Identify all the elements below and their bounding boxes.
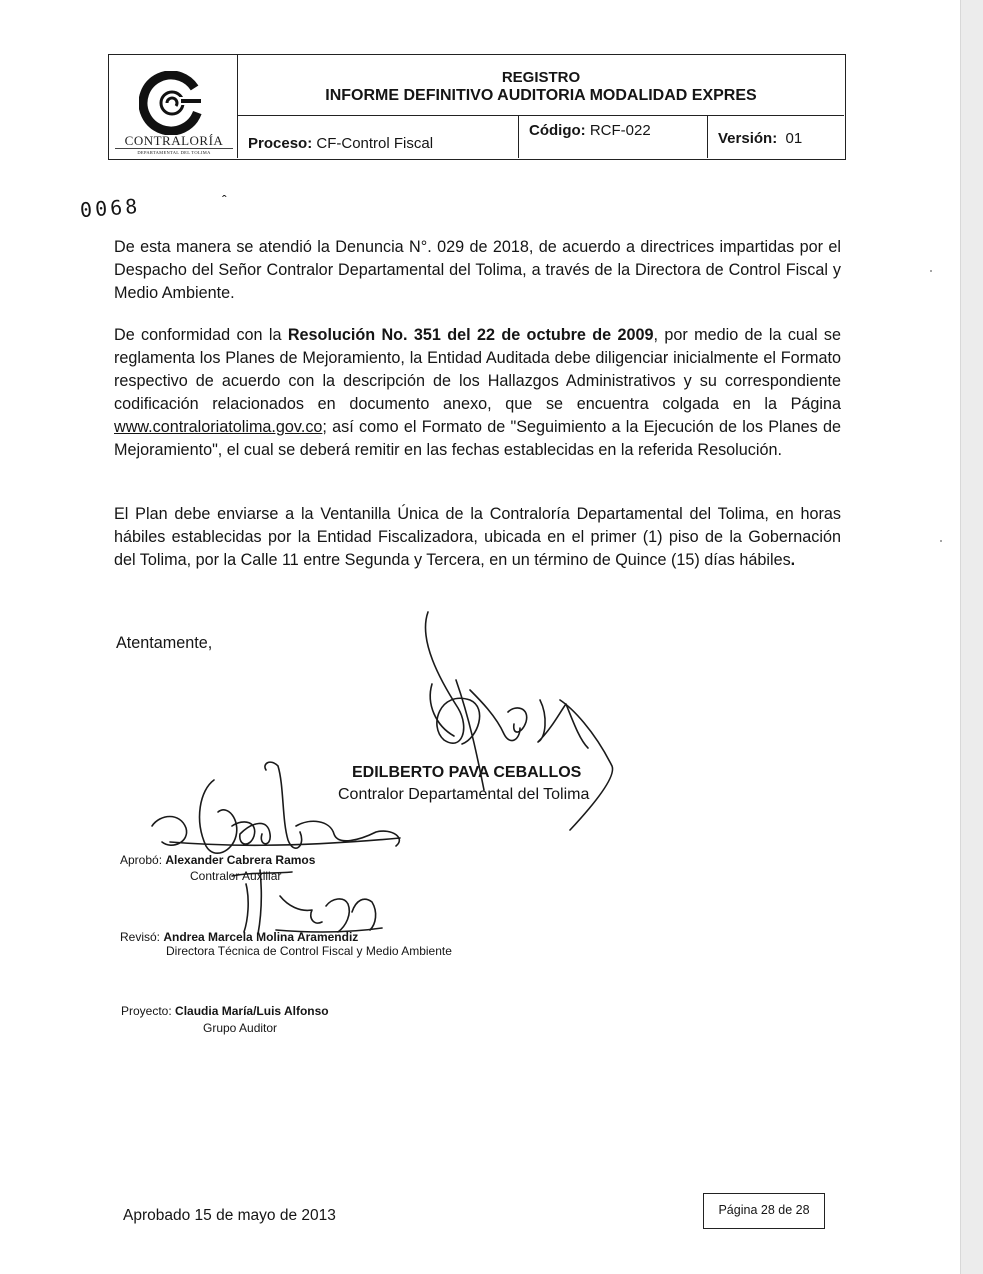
folio-stamp-mark: ˆ (222, 192, 227, 208)
p3-body: El Plan debe enviarse a la Ventanilla Única de la Contraloría Departamental del Tolima, en horas hábiles establecidas por la Entidad Fiscalizadora, ubicada en el primer (1) piso de la Gobernación del Tolima, por la Calle 11 entre Segunda y Tercera, en un término de Quince (15) días hábiles (114, 505, 841, 569)
title-cell (238, 55, 844, 116)
p2-body: , por medio de la cual se reglamenta los Planes de Mejoramiento, la Entidad Auditada debe diligenciar inicialmente el Formato respectivo de acuerdo con la descripción de los Hallazgos Administrativos y su correspondiente codificación relacionados en documento anexo, que se encuentra colgada en la Página (114, 326, 841, 413)
aprobo-label: Aprobó: (120, 853, 163, 867)
signer-name: EDILBERTO PAVA CEBALLOS (352, 764, 582, 781)
reviso-role: Directora Técnica de Control Fiscal y Medio Ambiente (166, 944, 452, 958)
codigo-cell (519, 116, 708, 158)
codigo-value: RCF-022 (589, 122, 651, 139)
version-value: 01 (785, 130, 803, 147)
resolucion-reference: Resolución No. 351 del 22 de octubre de 2009 (287, 326, 654, 344)
folio-stamp-number: 0068 (79, 193, 141, 223)
logo-subtext: DEPARTAMENTAL DEL TOLIMA (115, 148, 233, 155)
paragraph-resolucion (114, 324, 841, 462)
document-title: INFORME DEFINITIVO AUDITORIA MODALIDAD EXPRES (325, 87, 757, 104)
aprobo-line (120, 853, 315, 867)
document-category: REGISTRO (501, 69, 581, 86)
paragraph-plan (114, 503, 841, 572)
reviso-label: Revisó: (120, 930, 161, 944)
aprobo-role: Contralor Auxiliar (190, 869, 282, 883)
scan-speck (940, 540, 942, 542)
document-header-table (108, 54, 846, 160)
viewer-gutter (960, 0, 983, 1274)
paragraph-denuncia: De esta manera se atendió la Denuncia N°. 029 de 2018, de acuerdo a directrices impartidas por el Despacho del Señor Contralor Departamental del Tolima, a través de la Directora de Control Fiscal y Medio Ambiente. (114, 238, 841, 302)
logo-cell (109, 55, 238, 158)
contraloria-logo-icon (139, 71, 203, 135)
proceso-value: CF-Control Fiscal (316, 135, 434, 152)
p3-period: . (790, 551, 796, 569)
aprobo-name: Alexander Cabrera Ramos (165, 853, 316, 867)
signer-title: Contralor Departamental del Tolima (338, 786, 590, 803)
proyecto-line (121, 1004, 329, 1018)
p2-intro: De conformidad con la (114, 326, 288, 344)
scan-speck (930, 270, 932, 272)
proceso-cell (238, 116, 519, 158)
proyecto-label: Proyecto: (121, 1004, 172, 1018)
proyecto-name: Claudia María/Luis Alfonso (175, 1004, 329, 1018)
footer-approved-date: Aprobado 15 de mayo de 2013 (123, 1207, 336, 1224)
version-label: Versión: (718, 130, 778, 147)
closing-salutation: Atentamente, (116, 634, 213, 652)
reviso-name: Andrea Marcela Molina Aramendiz (163, 930, 359, 944)
page-number-box: Página 28 de 28 (703, 1193, 825, 1229)
proceso-label: Proceso: (248, 135, 313, 152)
logo-text: CONTRALORÍA (124, 133, 224, 148)
p2-end: ; así como el Formato de "Seguimiento a la Ejecución de los Planes de Mejoramiento", el cual se deberá remitir en las fechas establecidas en la referida Resolución. (114, 418, 841, 459)
reviso-line (120, 930, 358, 944)
version-cell (708, 116, 844, 158)
codigo-label: Código: (529, 122, 586, 139)
proyecto-role: Grupo Auditor (203, 1021, 278, 1035)
contraloria-website-link[interactable]: www.contraloriatolima.gov.co (114, 418, 323, 436)
